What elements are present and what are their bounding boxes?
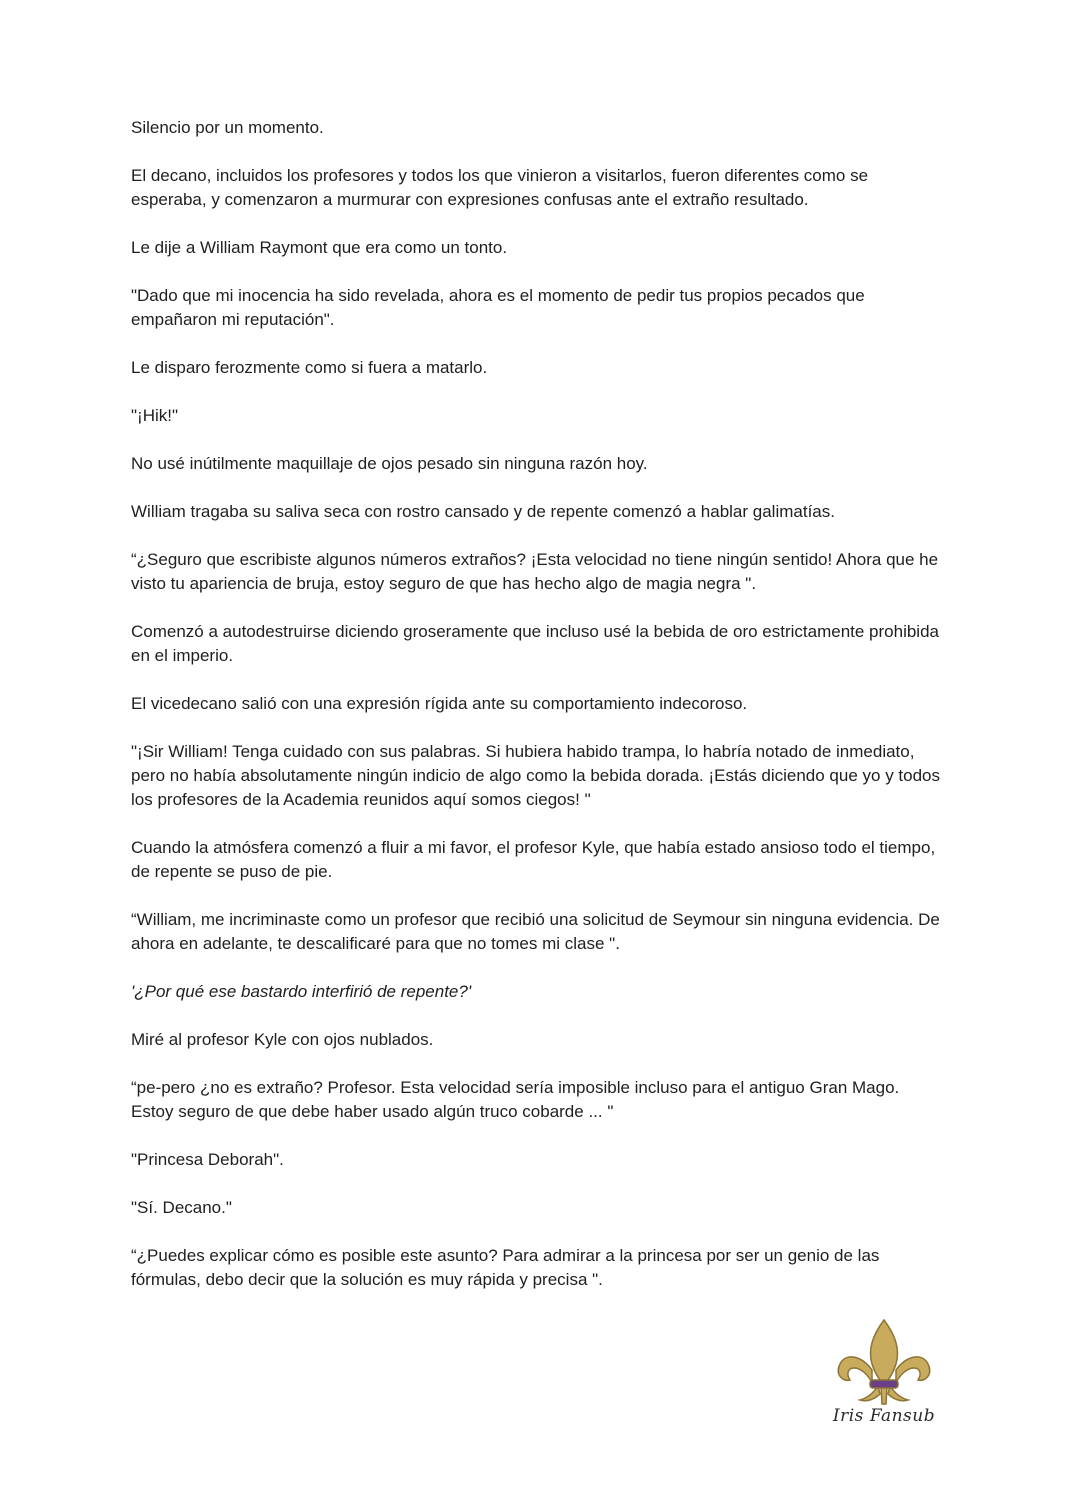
fleur-de-lis-icon xyxy=(832,1316,936,1408)
paragraph: "Sí. Decano." xyxy=(131,1198,232,1217)
paragraph-italic-thought: '¿Por qué ese bastardo interfirió de repente?' xyxy=(131,982,472,1001)
paragraph: "¡Hik!" xyxy=(131,406,179,425)
paragraph: “William, me incriminaste como un profesor que recibió una solicitud de Seymour sin ninguna evidencia. De ahora en adelante, te descalificaré para que no tomes mi clase ". xyxy=(131,910,940,953)
paragraph: El decano, incluidos los profesores y todos los que vinieron a visitarlos, fueron diferentes como se esperaba, y comenzaron a murmurar con expresiones confusas ante el extraño resultado. xyxy=(131,166,869,209)
paragraph: "¡Sir William! Tenga cuidado con sus palabras. Si hubiera habido trampa, lo habría notado de inmediato, pero no había absolutamente ningún indicio de algo como la bebida dorada. ¡Estás diciendo que yo y todos los profesores de la Academia reunidos aquí somos ciegos! " xyxy=(131,742,941,809)
paragraph: Le dije a William Raymont que era como un tonto. xyxy=(131,238,508,257)
paragraph: Silencio por un momento. xyxy=(131,118,324,137)
paragraph: "Princesa Deborah". xyxy=(131,1150,284,1169)
document-body xyxy=(131,116,946,1316)
paragraph: No usé inútilmente maquillaje de ojos pesado sin ninguna razón hoy. xyxy=(131,454,648,473)
paragraph: Comenzó a autodestruirse diciendo groseramente que incluso usé la bebida de oro estrictamente prohibida en el imperio. xyxy=(131,622,939,665)
paragraph: El vicedecano salió con una expresión rígida ante su comportamiento indecoroso. xyxy=(131,694,748,713)
paragraph: “¿Puedes explicar cómo es posible este asunto? Para admirar a la princesa por ser un genio de las fórmulas, debo decir que la solución es muy rápida y precisa ". xyxy=(131,1246,880,1289)
paragraph: “pe-pero ¿no es extraño? Profesor. Esta velocidad sería imposible incluso para el antiguo Gran Mago. Estoy seguro de que debe haber usado algún truco cobarde ... " xyxy=(131,1078,900,1121)
watermark-logo xyxy=(832,1316,936,1436)
paragraph: Miré al profesor Kyle con ojos nublados. xyxy=(131,1030,434,1049)
paragraph: "Dado que mi inocencia ha sido revelada, ahora es el momento de pedir tus propios pecados que empañaron mi reputación". xyxy=(131,286,865,329)
paragraph: Cuando la atmósfera comenzó a fluir a mi favor, el profesor Kyle, que había estado ansioso todo el tiempo, de repente se puso de pie. xyxy=(131,838,936,881)
watermark-text: Iris Fansub xyxy=(832,1406,936,1426)
paragraph: William tragaba su saliva seca con rostro cansado y de repente comenzó a hablar galimatías. xyxy=(131,502,835,521)
paragraph: “¿Seguro que escribiste algunos números extraños? ¡Esta velocidad no tiene ningún sentido! Ahora que he visto tu apariencia de bruja, estoy seguro de que has hecho algo de magia negra ". xyxy=(131,550,939,593)
paragraph: Le disparo ferozmente como si fuera a matarlo. xyxy=(131,358,488,377)
